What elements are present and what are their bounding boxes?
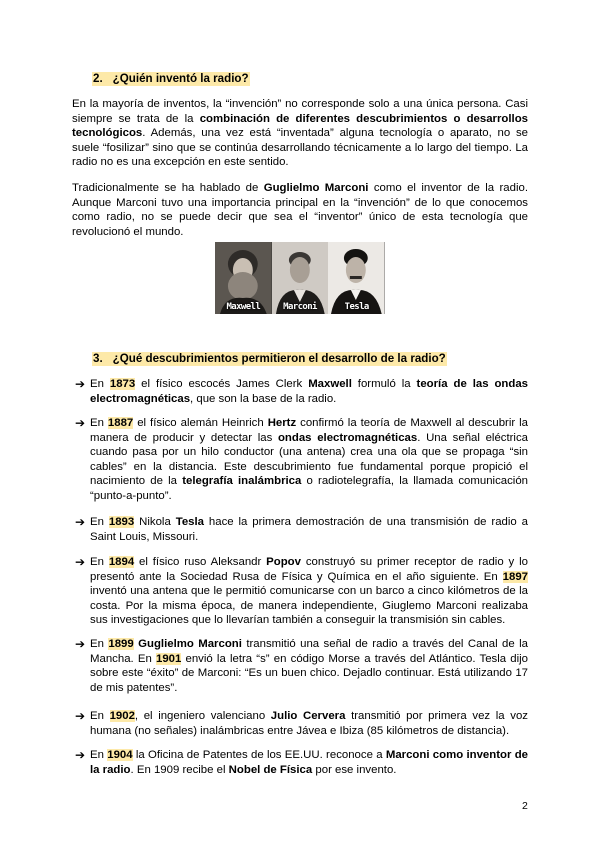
text: Nikola — [134, 516, 176, 528]
list-item-1902 — [75, 709, 528, 738]
portrait-tesla — [328, 242, 385, 314]
bold-text: telegrafía inalámbrica — [182, 475, 302, 488]
text: . Además, una vez está “inventada” alguna tecnología o aparato, no se suele “fosilizar” sino que se continúa desarrollando técnicamente a lo largo del tiempo. La radio no es una excepción en este sentido. — [72, 127, 528, 169]
bold-text: Marconi como inventor de la radio — [90, 749, 528, 776]
text: En — [90, 516, 109, 528]
text: Tradicionalmente se ha hablado de — [72, 182, 264, 194]
bold-text: Guglielmo Marconi — [263, 182, 369, 194]
section-number: 2. — [93, 72, 103, 85]
text: En — [90, 638, 109, 650]
text: el físico alemán Heinrich — [133, 417, 268, 429]
year-highlight: 1894 — [108, 556, 135, 568]
arrow-right-icon: ➔ — [75, 748, 86, 762]
text: o radiotelegrafía, la llamada comunicación “punto-a-punto”. — [90, 475, 529, 502]
list-item-text — [90, 377, 528, 406]
text: el físico escocés James Clerk — [135, 378, 309, 390]
text: . Una señal eléctrica cuando pasa por un hilo conductor (una antena) crea una ola que se propaga “sin cables” en la distancia. Este descubrimiento fue fundamental porque propició el nacimiento de la — [90, 431, 528, 488]
bold-text: Hertz — [267, 417, 297, 429]
bold-text: teoría de las ondas electromagnéticas — [90, 378, 529, 405]
text: el físico ruso Aleksandr — [134, 556, 267, 568]
portrait-maxwell — [215, 242, 272, 314]
marconi-paragraph — [72, 181, 528, 239]
text: En — [90, 710, 110, 722]
section-number: 3. — [93, 352, 103, 365]
text: En — [90, 556, 109, 568]
page-number: 2 — [522, 800, 528, 812]
text: , que son la base de la radio. — [190, 392, 337, 405]
list-item-text — [90, 748, 528, 777]
text: formuló la — [351, 378, 417, 390]
year-highlight: 1873 — [109, 378, 136, 390]
text: En — [90, 378, 110, 390]
caption-marconi: Marconi — [283, 302, 317, 312]
list-item-1873 — [75, 377, 529, 406]
section-title: ¿Quién inventó la radio? — [112, 72, 249, 85]
year-highlight: 1893 — [108, 516, 135, 528]
arrow-right-icon: ➔ — [75, 709, 86, 723]
list-item-1887 — [75, 416, 529, 504]
list-item-text — [90, 637, 528, 695]
arrow-right-icon: ➔ — [75, 555, 86, 569]
section-heading-discoveries — [92, 352, 447, 366]
year-highlight: 1902 — [109, 710, 135, 722]
year-highlight: 1897 — [502, 570, 528, 583]
year-highlight: 1901 — [155, 652, 182, 665]
text: construyó su primer receptor de radio y lo presentó ante la Sociedad Rusa de Física y Química en el año siguiente. En — [90, 556, 528, 583]
caption-maxwell: Maxwell — [226, 302, 261, 312]
bold-text: Maxwell — [308, 378, 352, 390]
arrow-right-icon: ➔ — [75, 416, 86, 430]
text: En — [90, 749, 108, 761]
text: inventó una antena que le permitió comunicarse con un barco a cinco kilómetros de la costa. Por la misma época, de manera independiente, Giuglemo Marconi realizaba sus investigaciones que lo llevarían también a conseguir la transmisión sin cables. — [90, 585, 528, 627]
arrow-right-icon: ➔ — [75, 515, 86, 529]
section-heading-who-invented-radio — [92, 72, 250, 86]
text: hace la primera demostración de una transmisión de radio a Saint Louis, Missouri. — [90, 516, 528, 543]
bold-text: Tesla — [175, 516, 204, 528]
list-item-1893 — [75, 515, 528, 544]
text: transmitió una señal de radio a través del Canal de la Mancha. En — [90, 638, 528, 665]
text: , el ingeniero valenciano — [134, 710, 271, 722]
list-item-1899 — [75, 637, 528, 695]
bold-text: Popov — [266, 556, 301, 568]
text: la Oficina de Patentes de los EE.UU. reconoce a — [132, 749, 386, 761]
arrow-right-icon: ➔ — [75, 377, 86, 391]
list-item-text — [90, 515, 528, 544]
year-highlight: 1904 — [107, 749, 133, 761]
caption-tesla: Tesla — [344, 302, 369, 312]
bold-text: ondas electromagnéticas — [277, 431, 418, 444]
text: como el inventor de la radio. Aunque Marconi tuvo una importancia principal en la “invención” de lo que conocemos como radio, no se puede decir que sea el “inventor” único de esta tecnología que revolucionó el mundo. — [72, 182, 529, 238]
bold-text: Nobel de Física — [228, 763, 313, 776]
list-item-text — [90, 709, 528, 738]
intro-paragraph — [72, 97, 528, 170]
text: En — [90, 417, 108, 429]
text: . En 1909 recibe el — [130, 763, 229, 776]
year-highlight: 1887 — [107, 417, 134, 429]
bold-text: Guglielmo Marconi — [138, 638, 242, 650]
list-item-1904 — [75, 748, 528, 777]
text: transmitió por primera vez la voz humana (no señales) inalámbricas entre Jávea e Ibiza (85 kilómetros de distancia). — [90, 710, 528, 737]
inventors-photo — [215, 242, 385, 314]
text: por ese invento. — [312, 763, 397, 776]
bold-text: Julio Cervera — [270, 710, 346, 722]
portrait-marconi — [272, 242, 329, 314]
text: envió la letra “s” en código Morse a través del Atlántico. Tesla dijo sobre este “éxito” de Marconi: “Es un buen chico. Dejadlo continuar. Está utilizando 17 de mis patentes”. — [90, 652, 528, 694]
text: confirmó la teoría de Maxwell al descubrir la manera de producir y detectar las — [90, 417, 528, 444]
bold-text: combinación de diferentes descubrimientos o desarrollos tecnológicos — [72, 112, 528, 140]
section-title: ¿Qué descubrimientos permitieron el desarrollo de la radio? — [112, 352, 446, 365]
list-item-text — [90, 416, 528, 504]
text: En la mayoría de inventos, la “invención” no corresponde solo a una única persona. Casi siempre se trata de la — [72, 98, 528, 125]
arrow-right-icon: ➔ — [75, 637, 86, 651]
year-highlight: 1899 — [108, 638, 134, 650]
list-item-1894 — [75, 555, 528, 628]
list-item-text — [90, 555, 528, 628]
